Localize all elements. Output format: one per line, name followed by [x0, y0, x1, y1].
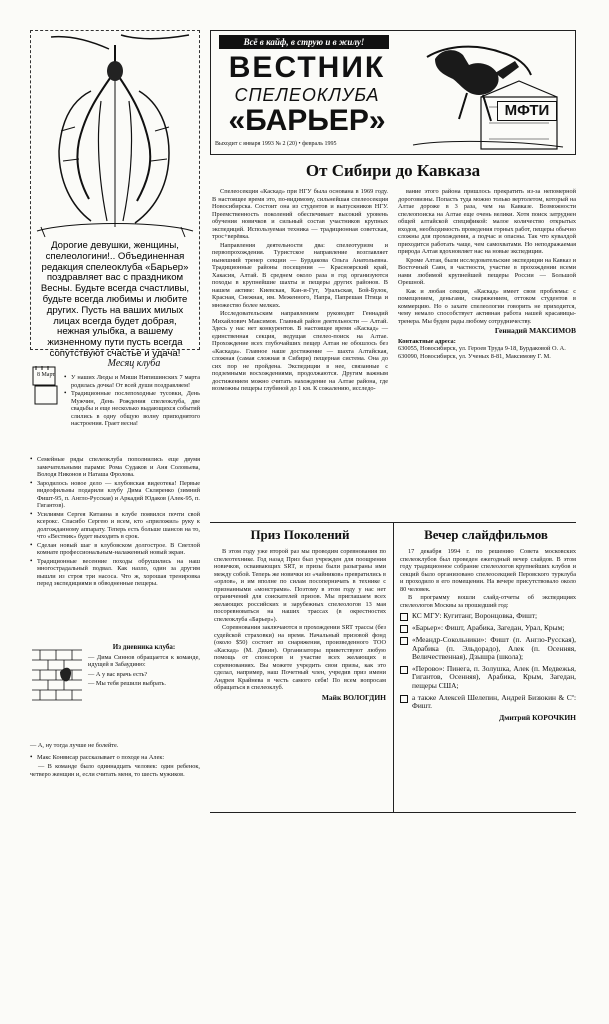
slogan: Всё в кайф, в струю и в жилу! — [219, 35, 389, 49]
list-item: «Меандр-Сокольники»: Фишт (п. Англо-Русская), Арабика (п. Эльдорадо), Алек (п. Осенняя, Величественная), Дзышра (школа); — [400, 636, 576, 662]
prize-title: Приз Поколений — [250, 527, 350, 542]
list-item: • Усилиями Сергея Китаина в клубе появился почти свой ксерокс. Спасибо Сергею и всем, кто «приложил» руку к долгожданному аппарату. Теперь есть больше шансов на то, что «Вестник» будет выходить в срок. — [30, 509, 200, 540]
calendar-icon — [30, 364, 60, 410]
paragraph: Как и любая секция, «Каскад» имеет свои проблемы: с помещением, деньгами, снаряжением, оттоком студентов в коммерцию. Но о захате спелеологии говорить не приходится, чему немало способствует активная работа нашей красавицы-тренера. Мы будем рады любому сотрудничеству. — [398, 287, 576, 325]
list-item: • Сделан новый шаг в клубовском долгострое. В Светлой комнате профессиональным-налаженный новый экран. — [30, 540, 200, 556]
list-item: • Традиционные весенние походы обрушились на наш многострадальный подвал. Как назло, один за другим вышли из строя три насоса. Что ж, хорошая тренировка перед экспедициями в обводненные пещеры. — [30, 556, 200, 587]
signature: Дмитрий КОРОЧКИН — [499, 712, 576, 722]
paragraph: Кроме Алтая, были исследовательские экспедиции на Кавказ и Восточный Саян, в частности, участие в прохождении всеми нами любимой крупнейшей пещеры России — Большой Орешной. — [398, 256, 576, 286]
list-item: • У наших Люды и Миши Нипишинских 7 марта родилась дочка! От всей души поздравляем! — [64, 373, 200, 389]
diary-line: — А у вас врачь есть? — [88, 670, 148, 678]
paragraph: 17 декабря 1994 г. по решению Совета московских спелеоклубов был проведен ежегодный вечер слайдов. В этом году традиционное собрание спелеологов крупнейших клубов и секций было организовано спелеосекцией Перовского турклуба и проходило в его помещении. На вечере присутствовало около 80 человек. — [400, 548, 576, 593]
horse-building-logo — [407, 35, 567, 153]
title-barrier: «БАРЬЕР» — [228, 104, 386, 137]
list-item: КС МГУ: Кугитанг, Воронцовка, Фишт; — [400, 612, 576, 621]
paragraph: Исследовательским направлением руководит Геннадий Михайлович Максимов. Главный район деятельности — Алтай. Здесь у нас нет конкурентов. В настоящее время «Каскад» — единственная секция, ведущая спелео-поиск на Алтае. Прохождение всех глубочайших пещер Алтая не обошлось без «Каскада». Главное наше достижение — шахта Алтайская, сложная (самая сложная в Сибири) пещерная система. Она до сих пор не пройдена. Экспедиции в нее, связанные с подземными восхождениями, продолжаются. Другим важным достижением можно считать нахождение на Алтае района, где возможны пещеры глубиной до 1 км. К сожалению, исследо- — [212, 310, 388, 392]
list-item: • Зародилось новое дело — клубовская видеотека! Первые видеофильмы подарили клубу Дима Скляренко (зимний Фишт-95, п. Англо-Русская) и Аркадий Юдаков (Алек-95, п. Гигантов). — [30, 478, 200, 509]
paragraph: вание этого района пришлось прекратить из-за непомерной дороговизны. Попасть туда можно только вертолетом, который на Алтае дороже в 3 раза, чем на Кавказе. Возможности спелеопоиска на Алтае еще очень велики. Хотя поиск затруднен общей алтайской спецификой: малое количество открытых входов, необходимость проведения горных работ, пещеры обычно сложны для прохождения, а подчас и опасны. Так что кувалдой приходится работать чаще, чем самохватами. Но неподражаемая природа Алтая вдохновляет нас на новые экспедиции. — [398, 188, 576, 255]
greeting-text: Дорогие девушки, женщины, спелеологини!.. Объединенная редакция спелеоклуба «Барьер» поздравляет вас с праздником Весны. Будьте всегда счастливы, будьте всегда любимы и любите других. Пусть на ваших милых лицах всегда будет добрая, нежная улыбка, а вашему жизненному пути пусть всегда сопутствуют счастье и удача! — [40, 240, 190, 359]
contact-address: 630090, Новосибирск, ул. Ученых 8-81, Максимову Г. М. — [398, 352, 551, 360]
month-section — [30, 358, 200, 918]
slides-title: Вечер слайдфильмов — [424, 527, 548, 542]
brick-wall-illustration — [30, 642, 84, 702]
diary-line: — В команде было одиннадцать человек: один ребенок, четверо женщин и, если считать меня, то шесть мужиков. — [30, 763, 200, 778]
signature: Геннадий МАКСИМОВ — [494, 326, 576, 335]
list-item: • Семейные ряды спелеоклуба пополнились еще двумя замечательными парами: Рома Судаков и Аня Соловьева, Володя Никонов и Наташа Фролова. — [30, 455, 200, 478]
paragraph: В этом году уже второй раз мы проводим соревнования по спелеотехнике. Год назад Приз был учрежден для поощрения новичков, осваивающих SRT, и призы были разыграны ими между собой. Теперь же новички из «чайников» превратились в «орлов», и им вполне по силам посоперничать в технике с признанными «монстрами». Поэтому в этом году у нас нет ограничений для соискателей призов. Мы приглашаем всех желающих российских и зарубежных спелеологов 13 мая посоревноваться на наших трассах (в окрестностях спелеоклуба «Барьер»). — [214, 548, 386, 623]
month-title: Месяц клуба — [107, 358, 161, 369]
list-item: а также Алексей Шелепин, Андрей Бизюкин & Cº: Фишт. — [400, 694, 576, 711]
greeting-box — [30, 30, 200, 359]
article-title: От Сибири до Кавказа — [305, 161, 481, 180]
paragraph: Спелеосекция «Каскад» при НГУ была основана в 1969 году. В настоящее время это, по-видимому, сильнейшая спелеосекция Новосибирска. Состоит она из студентов и выпускников НГУ. Преемственность поколений обеспечивает высокий уровень обучения новичков и сильный состав участников крупных экспедиций. Используемая техника — традиционная советская, трос+верёвка. — [212, 188, 388, 240]
list-item: «Барьер»: Фишт, Арабика, Загедан, Урал, Крым; — [400, 624, 576, 633]
signature: Майк ВОЛОГДИН — [321, 692, 386, 702]
logo-text: МФТИ — [497, 101, 557, 121]
diary-line: — Мы тебя решили выбрать. — [88, 680, 166, 687]
title-vestnik: ВЕСТНИК — [228, 51, 386, 84]
issue-info: Выходит с января 1993 № 2 (20) • февраль 1995 — [215, 141, 337, 147]
diary-line: — А, ну тогда лучше не болейте. — [30, 742, 119, 749]
diary-line: — Дима Синнов обращается к команде, идущей в Забаудиню: — [88, 653, 200, 668]
bat-illustration — [31, 31, 199, 241]
masthead — [210, 30, 576, 155]
contact-address: 630055, Новосибирск, ул. Героев Труда 9-18, Бурдаковой О. А. — [398, 345, 566, 352]
list-item: • Макс Конвисар рассказывает о походе на Алек: — [30, 752, 165, 761]
title-speleoclub: СПЕЛЕОКЛУБА — [234, 85, 380, 105]
list-item: • Традиционные послепоходные тусовки, День Мужчин, День Рождения спелеоклуба, две свадьбы и еще несколько выдающихся событий слились в одну общую волну приподнятого настроения. Грает весна! — [64, 389, 200, 427]
diary-heading: Из дневника клуба: — [112, 643, 176, 651]
prize-text — [214, 548, 386, 701]
slides-text — [400, 548, 576, 721]
list-item: «Перово»: Пинега, п. Золушка, Алек (п. Медвежья, Гигантов, Осенняя), Арабика, Крым, Загедан, пещеры США; — [400, 665, 576, 691]
article-col-2 — [398, 188, 576, 360]
contacts-heading: Контактные адреса: — [398, 337, 456, 345]
paragraph: Направления деятельности два: спелеотуризм и первопрохождения. Туристское направление возглавляет нынешний тренер секции — Бурдакова Ольга Анатольевна. Традиционные районы посещения — Красноярский край, Хакасия, Алтай. В среднем около раза в год организуются походы в крупнейшие шахты и пещеры других районов. В нашем активе: Киевская, Кан-и-Гут, Уральская, Бой-Булок, Красная, Снежная, им. Меженного, Напра, Папрешая Птица и множество более мелких. — [212, 241, 388, 309]
article-col-1 — [212, 188, 388, 394]
calendar-label: 8 Март — [36, 372, 56, 378]
paragraph: Соревнования заключаются в прохождении SRT трассы (без судейской страховки) на время. Начальный призовой фонд (около $50) состоит из снаряжения, произведенного ТОО «Каскад» (М. Дякин). Организаторы приветствуют любую помощь от спонсоров и участие всех желающих в соревнованиях. Вы можете учредить свои призы, как это сделал, например, наш Почетный член, учредив приз имени Андрея Крайнева в честь самого себя! По всем вопросам обращаться в спелеоклуб. — [214, 624, 386, 691]
paragraph: В программу вошли слайд-отчеты об экспедициях спелеологов Москвы за прошедший год: — [400, 594, 576, 609]
